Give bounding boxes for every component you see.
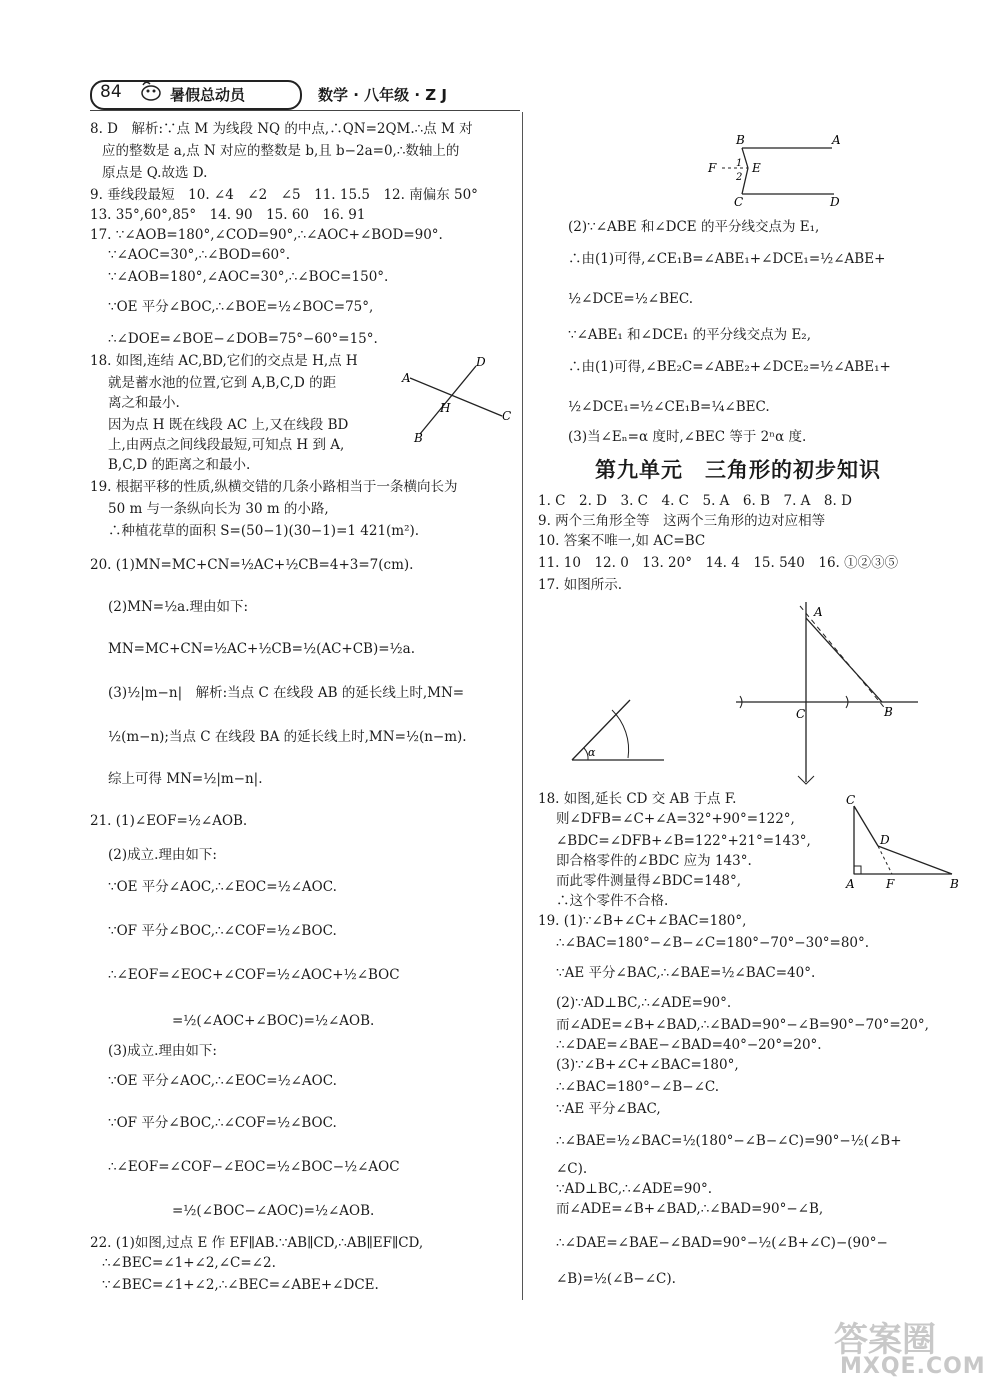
fig22-label: C <box>734 195 744 209</box>
answer-line: 50 m 与一条纵向长为 30 m 的小路, <box>108 501 329 517</box>
subject-label: 数学 · 八年级 · Z J <box>318 86 447 104</box>
fig22-label: F <box>708 161 717 175</box>
fig22-label: E <box>752 161 761 175</box>
answer-line: 9. 垂线段最短 10. ∠4 ∠2 ∠5 11. 15.5 12. 南偏东 50° <box>90 187 478 203</box>
answer-line: ∵∠BEC=∠1+∠2,∴∠BEC=∠ABE+∠DCE. <box>102 1277 379 1293</box>
answer-line: 上,由两点之间线段最短,可知点 H 到 A, <box>108 437 345 453</box>
answer-line: ∵AD⊥BC,∴∠ADE=90°. <box>556 1181 713 1197</box>
fig22-label: 2 <box>736 172 743 183</box>
answer-line: (2)MN=½a.理由如下: <box>108 599 249 615</box>
answer-line: ½∠DCE=½∠BEC. <box>568 291 694 307</box>
answer-line: ∵∠AOB=180°,∠AOC=30°,∴∠BOC=150°. <box>108 269 389 285</box>
fig22-label: B <box>736 133 745 147</box>
answer-line: ∴这个零件不合格. <box>556 893 669 909</box>
fig18b-label: B <box>950 877 959 891</box>
fig18b-label: C <box>846 793 856 807</box>
answer-line: ∴∠DOE=∠BOE−∠DOB=75°−60°=15°. <box>108 331 378 347</box>
header-rule <box>90 110 520 111</box>
watermark-url: MXQE.COM <box>840 1354 986 1379</box>
answer-line: 则∠DFB=∠C+∠A=32°+90°=122°, <box>556 811 795 827</box>
watermark-logo: 答案圈 <box>834 1320 936 1360</box>
answer-line: 而∠ADE=∠B+∠BAD,∴∠BAD=90°−∠B=90°−70°=20°, <box>556 1017 929 1033</box>
answer-line: (3)½|m−n| 解析:当点 C 在线段 AB 的延长线上时,MN= <box>108 685 465 701</box>
answer-line: 即合格零件的∠BDC 应为 143°. <box>556 853 752 869</box>
answer-line: =½(∠AOC+∠BOC)=½∠AOB. <box>172 1013 375 1029</box>
answer-line: ∴由(1)可得,∠BE₂C=∠ABE₂+∠DCE₂=½∠ABE₁+ <box>568 359 891 375</box>
answer-line: ∵∠ABE₁ 和∠DCE₁ 的平分线交点为 E₂, <box>568 327 811 343</box>
answer-line: 22. (1)如图,过点 E 作 EF∥AB.∵AB∥CD,∴AB∥EF∥CD, <box>90 1235 424 1251</box>
answer-line: 而此零件测量得∠BDC=148°, <box>556 873 742 889</box>
answer-line: ∴∠EOF=∠COF−∠EOC=½∠BOC−½∠AOC <box>108 1159 400 1175</box>
answer-line: ∠BDC=∠DFB+∠B=122°+21°=143°, <box>556 833 811 849</box>
answer-line: ∴∠EOF=∠EOC+∠COF=½∠AOC+½∠BOC <box>108 967 400 983</box>
answer-line: ∴∠BAC=180°−∠B−∠C=180°−70°−30°=80°. <box>556 935 870 951</box>
answer-line: ∴∠DAE=∠BAE−∠BAD=40°−20°=20°. <box>556 1037 822 1053</box>
answer-line: 17. ∵∠AOB=180°,∠COD=90°,∴∠AOC+∠BOD=90°. <box>90 227 443 243</box>
answer-line: (2)∵∠ABE 和∠DCE 的平分线交点为 E₁, <box>568 219 820 235</box>
answer-line: (2)∵AD⊥BC,∴∠ADE=90°. <box>556 995 732 1011</box>
answer-line: 13. 35°,60°,85° 14. 90 15. 60 16. 91 <box>90 207 366 223</box>
answer-line: ½(m−n);当点 C 在线段 BA 的延长线上时,MN=½(n−m). <box>108 729 467 745</box>
answer-line: ∴种植花草的面积 S=(50−1)(30−1)=1 421(m²). <box>108 523 420 539</box>
answer-line: 1. C 2. D 3. C 4. C 5. A 6. B 7. A 8. D <box>538 493 852 509</box>
fig22-label: 1 <box>736 158 743 169</box>
answer-line: ∠C). <box>556 1161 588 1177</box>
answer-line: ½∠DCE₁=½∠CE₁B=¼∠BEC. <box>568 399 770 415</box>
answer-line: 20. (1)MN=MC+CN=½AC+½CB=4+3=7(cm). <box>90 557 414 573</box>
answer-line: ∠B)=½(∠B−∠C). <box>556 1271 676 1287</box>
fig17-label: A <box>814 605 823 619</box>
answer-line: ∵AE 平分∠BAC, <box>556 1101 661 1117</box>
fig18-label: C <box>502 409 512 423</box>
fig18-label: A <box>402 371 411 385</box>
mascot-icon <box>138 78 164 104</box>
answer-line: 19. 根据平移的性质,纵横交错的几条小路相当于一条横向长为 <box>90 479 458 495</box>
column-divider <box>522 112 523 1300</box>
answer-line: 19. (1)∵∠B+∠C+∠BAC=180°, <box>538 913 747 929</box>
answer-line: ∴∠BEC=∠1+∠2,∠C=∠2. <box>102 1255 276 1271</box>
answer-line: 8. D 解析:∵点 M 为线段 NQ 的中点,∴QN=2QM.∴点 M 对 <box>90 121 473 137</box>
fig18b-label: F <box>886 877 895 891</box>
answer-line: ∵OF 平分∠BOC,∴∠COF=½∠BOC. <box>108 1115 337 1131</box>
answer-line: (2)成立.理由如下: <box>108 847 217 863</box>
answer-line: ∵AE 平分∠BAC,∴∠BAE=½∠BAC=40°. <box>556 965 816 981</box>
fig18-label: H <box>440 401 451 415</box>
fig18-label: D <box>476 355 486 369</box>
page-number: 84 <box>100 82 122 102</box>
fig22-label: A <box>832 133 841 147</box>
fig18b-label: A <box>846 877 855 891</box>
fig17-label: α <box>588 746 596 759</box>
answer-line: ∴由(1)可得,∠CE₁B=∠ABE₁+∠DCE₁=½∠ABE+ <box>568 251 886 267</box>
brand-title: 暑假总动员 <box>170 86 246 104</box>
answer-line: 因为点 H 既在线段 AC 上,又在线段 BD <box>108 417 349 433</box>
figure-q18-triangle <box>840 792 962 892</box>
fig18b-label: D <box>880 833 890 847</box>
answer-line: ∵OF 平分∠BOC,∴∠COF=½∠BOC. <box>108 923 337 939</box>
answer-line: 综上可得 MN=½|m−n|. <box>108 771 263 787</box>
answer-line: 18. 如图,延长 CD 交 AB 于点 F. <box>538 791 737 807</box>
answer-line: MN=MC+CN=½AC+½CB=½(AC+CB)=½a. <box>108 641 415 657</box>
fig22-label: D <box>830 195 840 209</box>
answer-line: (3)∵∠B+∠C+∠BAC=180°, <box>556 1057 739 1073</box>
fig17-label: B <box>884 705 893 719</box>
figure-q17-construction <box>560 596 940 792</box>
answer-line: (3)当∠Eₙ=α 度时,∠BEC 等于 2ⁿα 度. <box>568 429 807 445</box>
figure-q18-lines <box>398 352 516 446</box>
answer-line: 9. 两个三角形全等 这两个三角形的边对应相等 <box>538 513 826 529</box>
answer-line: 而∠ADE=∠B+∠BAD,∴∠BAD=90°−∠B, <box>556 1201 824 1217</box>
answer-line: 17. 如图所示. <box>538 577 623 593</box>
answer-line: ∵OE 平分∠BOC,∴∠BOE=½∠BOC=75°, <box>108 299 374 315</box>
unit-title: 第九单元 三角形的初步知识 <box>595 458 881 482</box>
answer-line: B,C,D 的距离之和最小. <box>108 457 251 473</box>
answer-line: ∵∠AOC=30°,∴∠BOD=60°. <box>108 247 291 263</box>
answer-line: 11. 10 12. 0 13. 20° 14. 4 15. 540 16. ①②③⑤ <box>538 555 899 571</box>
answer-line: 就是蓄水池的位置,它到 A,B,C,D 的距 <box>108 375 337 391</box>
answer-line: 应的整数是 a,点 N 对应的整数是 b,且 b−2a=0,∴数轴上的 <box>102 143 460 159</box>
fig17-label: C <box>796 707 806 721</box>
answer-line: ∴∠DAE=∠BAE−∠BAD=90°−½(∠B+∠C)−(90°− <box>556 1235 888 1251</box>
answer-line: 18. 如图,连结 AC,BD,它们的交点是 H,点 H <box>90 353 358 369</box>
answer-line: =½(∠BOC−∠AOC)=½∠AOB. <box>172 1203 375 1219</box>
fig18-label: B <box>414 431 423 445</box>
answer-line: 原点是 Q.故选 D. <box>102 165 208 181</box>
answer-line: 21. (1)∠EOF=½∠AOB. <box>90 813 248 829</box>
answer-line: ∵OE 平分∠AOC,∴∠EOC=½∠AOC. <box>108 1073 337 1089</box>
answer-line: ∵OE 平分∠AOC,∴∠EOC=½∠AOC. <box>108 879 337 895</box>
figure-q22-parallel <box>706 130 850 210</box>
answer-line: 离之和最小. <box>108 395 180 411</box>
answer-line: ∴∠BAC=180°−∠B−∠C. <box>556 1079 720 1095</box>
answer-line: 10. 答案不唯一,如 AC=BC <box>538 533 706 549</box>
answer-line: ∴∠BAE=½∠BAC=½(180°−∠B−∠C)=90°−½(∠B+ <box>556 1133 902 1149</box>
answer-line: (3)成立.理由如下: <box>108 1043 217 1059</box>
